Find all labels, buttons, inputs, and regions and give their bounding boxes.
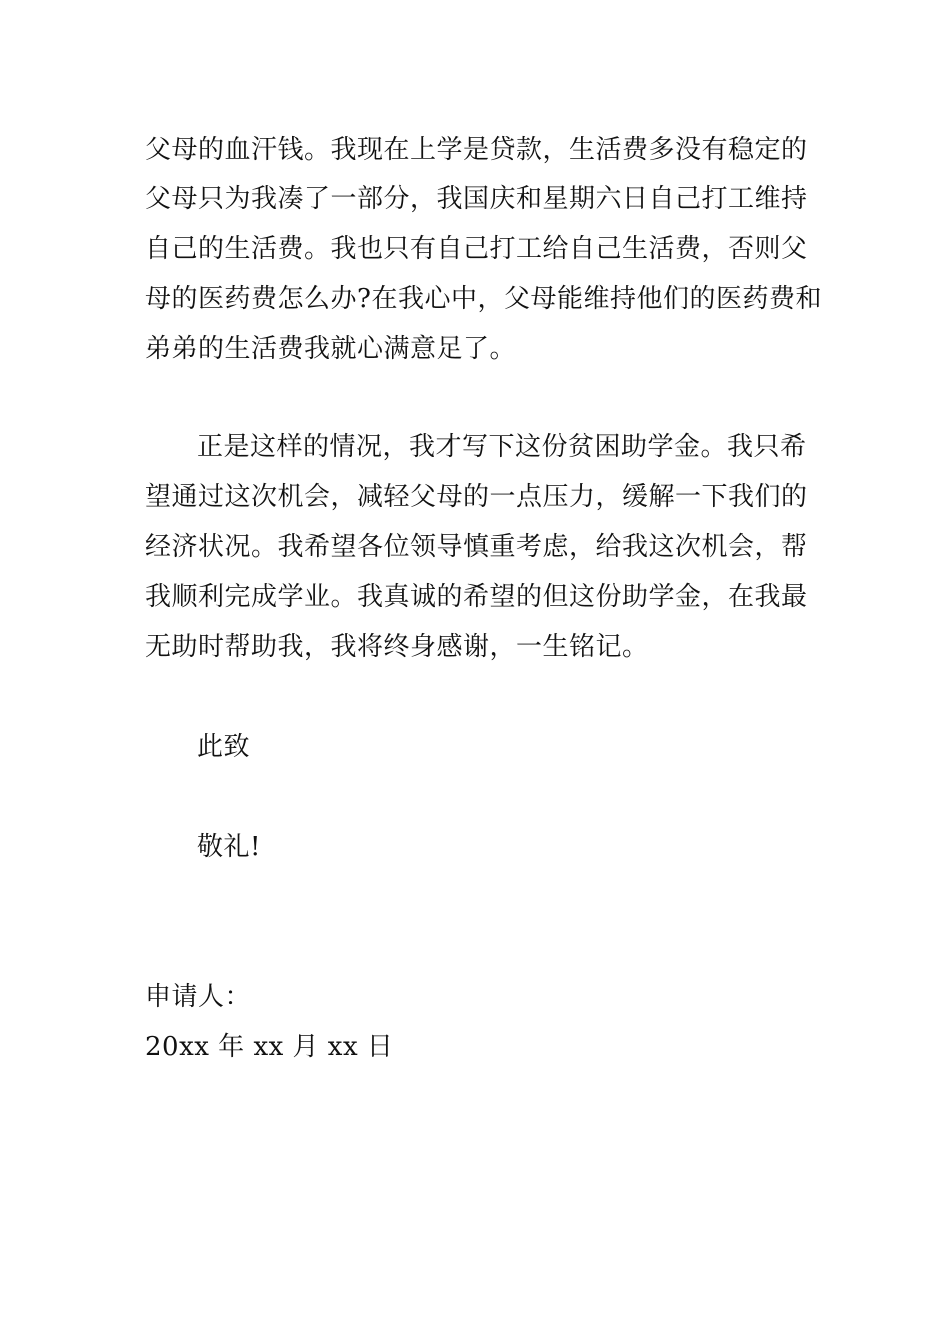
- paragraph-line: 经济状况。我希望各位领导慎重考虑，给我这次机会，帮: [145, 532, 808, 562]
- paragraph-line: 弟弟的生活费我就心满意足了。: [145, 334, 517, 364]
- paragraph-line: 正是这样的情况，我才写下这份贫困助学金。我只希: [197, 432, 807, 462]
- paragraph-line: 父母只为我凑了一部分，我国庆和星期六日自己打工维持: [145, 184, 808, 214]
- paragraph-line: 自己的生活费。我也只有自己打工给自己生活费，否则父: [145, 234, 808, 264]
- paragraph-line: 无助时帮助我，我将终身感谢，一生铭记。: [145, 632, 649, 662]
- paragraph-line: 父母的血汗钱。我现在上学是贷款，生活费多没有稳定的: [145, 135, 808, 165]
- paragraph-line: 望通过这次机会，减轻父母的一点压力，缓解一下我们的: [145, 482, 808, 512]
- paragraph-line: 母的医药费怎么办?在我心中，父母能维持他们的医药费和: [145, 284, 822, 314]
- signature-date: 20xx 年 xx 月 xx 日: [145, 1032, 394, 1062]
- closing-regards: 敬礼!: [197, 832, 261, 862]
- paragraph-line: 我顺利完成学业。我真诚的希望的但这份助学金，在我最: [145, 582, 808, 612]
- closing-salutation: 此致: [197, 732, 251, 762]
- applicant-label: 申请人：: [145, 982, 252, 1012]
